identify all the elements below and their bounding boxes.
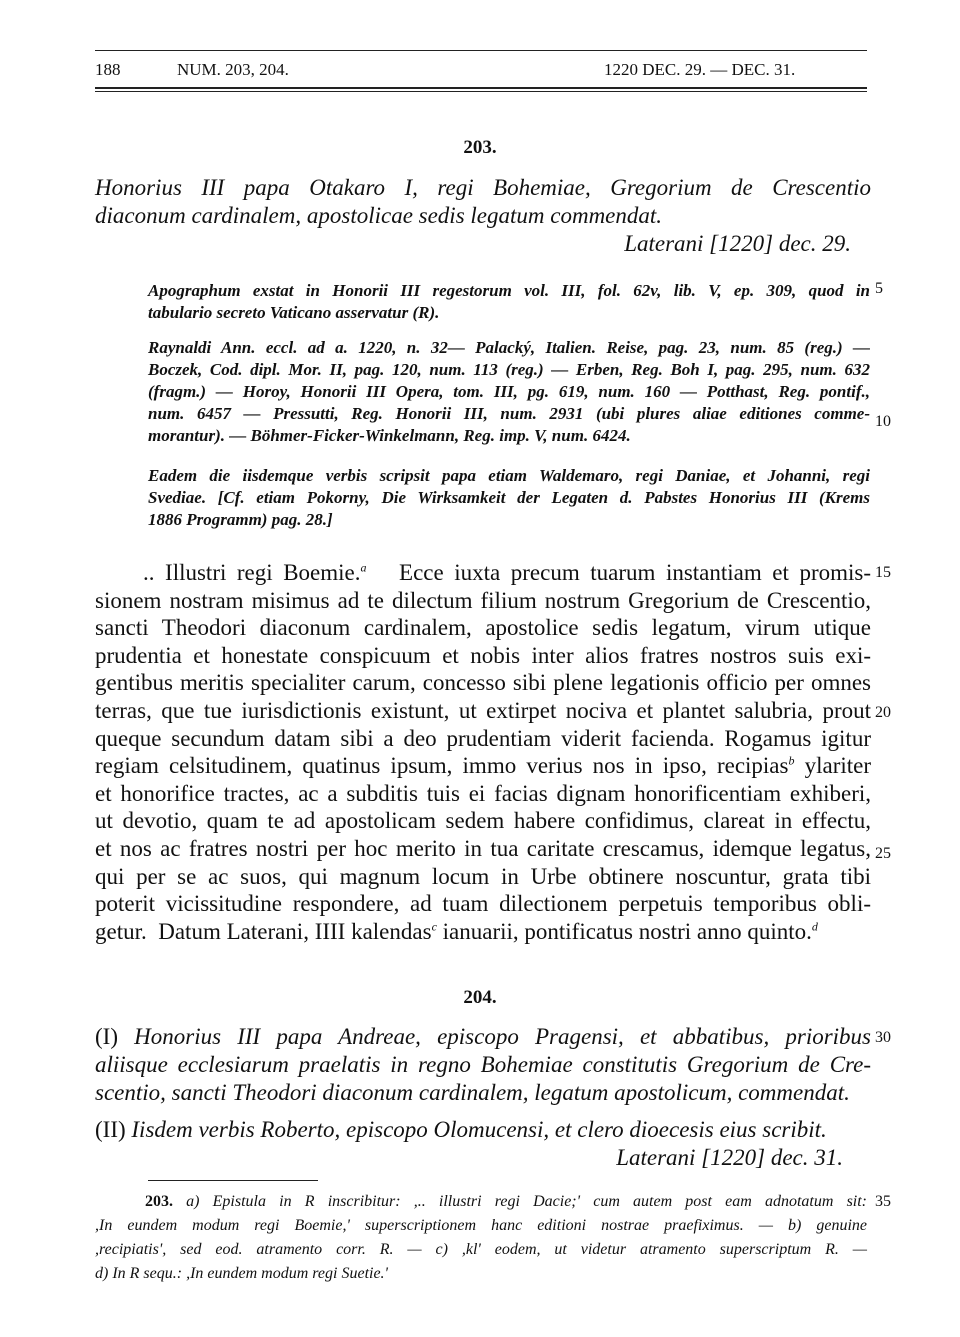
summary-line: diaconum cardinalem, apostolicae sedis legatum commendat.	[95, 203, 663, 228]
apographum-line: Apographum exstat in Honorii III regestorum vol. III, fol. 62v, lib. V, ep. 309, quod in	[148, 281, 870, 300]
header-bottom-rule-thin	[95, 91, 867, 92]
line-number: 15	[875, 564, 891, 581]
document-numbers: NUM. 203, 204.	[177, 60, 289, 79]
summary-line: Honorius III papa Andreae, episcopo Pragensi, et abbatibus, prioribus	[134, 1024, 872, 1049]
text-line: Ecce iuxta precum tuarum instantiam et promis-	[399, 560, 871, 585]
edition-line: num. 6457 — Pressutti, Reg. Honorii III, num. 2931 (ubi plures aliae editiones comme-	[148, 404, 870, 423]
doc-203-number: 203.	[463, 137, 497, 158]
doc-204-summary-ii	[95, 1116, 871, 1172]
line-number: 20	[875, 704, 891, 721]
footnote-ref-c: c	[431, 919, 437, 934]
text-line: prudentia et honestate conspicuum et nobis inter alios fratres nostros suis exi-	[95, 642, 871, 668]
summary-line: Honorius III papa Otakaro I, regi Bohemiae, Gregorium de Crescentio	[95, 175, 871, 200]
part-label: (I)	[95, 1024, 118, 1049]
line-number: 30	[875, 1029, 891, 1046]
text-line: poterit vicissitudine respondere, ad tuam dilectionem perpetuis temporibus obli-	[95, 891, 871, 917]
text-line: sancti Theodori diaconum cardinalem, apostolice sedis legatum, virum utique	[95, 615, 871, 641]
doc-204-summary-i	[95, 1023, 871, 1107]
eadem-line: 1886 Programm) pag. 28.]	[148, 510, 333, 529]
doc-203-editions	[148, 337, 870, 447]
doc-203-place-date: Laterani [1220] dec. 29.	[624, 231, 851, 256]
text-line: ut devotio, quam te ad apostolicam sedem habere confidimus, clareat in effectu,	[95, 808, 871, 834]
footnote-line: d) In R sequ.: ,In eundem modum regi Suetie.'	[95, 1265, 388, 1282]
doc-204-number: 204.	[463, 987, 497, 1008]
eadem-line: Eadem die iisdemque verbis scripsit papa etiam Waldemaro, regi Daniae, et Johanni, regi	[148, 466, 870, 485]
footnote-ref-b: b	[788, 753, 795, 768]
summary-line: Iisdem verbis Roberto, episcopo Olomucensi, et clero dioecesis eius scribit.	[131, 1117, 827, 1142]
footnote-line: a) Epistula in R inscribitur: ,.. illustri regi Dacie;' cum autem post eam adnotatum sit:	[186, 1193, 868, 1210]
text-fragment: ylariter	[794, 753, 871, 779]
text-line: getur. Datum Laterani, IIII kalendas	[95, 918, 432, 944]
footnote-ref-a: a	[360, 560, 367, 575]
header-bottom-rule	[95, 87, 867, 89]
line-number: 25	[875, 845, 891, 862]
salutation: .. Illustri regi Boemie.	[143, 560, 361, 585]
footnotes	[95, 1190, 867, 1286]
footnote-line: ,In eundem modum regi Boemie,' superscriptionem hanc editioni nostrae praefiximus. — b) genuine	[95, 1217, 867, 1234]
text-line: et nos ac fratres nostri per hoc merito in tua caritate crescamus, idemque legatus,	[95, 835, 871, 861]
doc-203-summary	[95, 174, 871, 258]
doc-203-text	[95, 559, 871, 945]
doc-203-eadem-note	[148, 465, 870, 531]
footnote-line: ,recipiatis', sed eod. atramento corr. R. — c) ,kl' eodem, ut videtur atramento superscriptum R. —	[95, 1241, 867, 1258]
header-top-rule	[95, 50, 867, 51]
footnote-head: 203.	[145, 1193, 173, 1210]
footnote-ref-d: d	[811, 919, 818, 934]
footnote-rule	[148, 1180, 318, 1181]
text-line: gentibus meritis specialiter carum, concesso sibi plene legationis officio per omnes	[95, 670, 871, 696]
edition-line: Boczek, Cod. dipl. Mor. II, pag. 120, num. 113 (reg.) — Erben, Reg. Boh I, pag. 295, num. 632	[148, 360, 870, 379]
date-range: 1220 DEC. 29. — DEC. 31.	[604, 60, 796, 79]
summary-line: aliisque ecclesiarum praelatis in regno Bohemiae constitutis Gregorium de Cre-	[95, 1052, 871, 1077]
text-line: sionem nostram misimus ad te dilectum filium nostrum Gregorium de Crescentio,	[95, 587, 871, 613]
line-number: 10	[875, 413, 891, 430]
text-line: regiam celsitudinem, quatinus ipsum, immo verius nos in ipso, recipias	[95, 753, 789, 779]
edition-line: Raynaldi Ann. eccl. ad a. 1220, n. 32— Palacký, Italien. Reise, pag. 23, num. 85 (reg.) —	[148, 338, 870, 357]
edition-line: morantur). — Böhmer-Ficker-Winkelmann, Reg. imp. V, num. 6424.	[148, 426, 631, 445]
text-fragment: ianuarii, pontificatus nostri anno quinto.	[436, 918, 812, 944]
doc-203-apographum	[148, 280, 870, 324]
line-number: 35	[875, 1193, 891, 1210]
text-line: queque secundum datam sibi a deo prudentiam viderit facienda. Rogamus igitur	[95, 725, 871, 751]
eadem-line: Svediae. [Cf. etiam Pokorny, Die Wirksamkeit der Legaten d. Pabstes Honorius III (Krems	[148, 488, 870, 507]
text-line: et honorifice tractes, ac a subditis tuis ei facias dignam honorificentiam exhiberi,	[95, 780, 871, 806]
summary-line: scentio, sancti Theodori diaconum cardinalem, legatum apostolicum, commendat.	[95, 1080, 850, 1105]
text-line: qui per se ac suos, qui magnum locum in Urbe obtinere noscuntur, grata tibi	[95, 863, 871, 889]
text-line: terras, que tue iurisdictionis existunt, ut extirpet nociva et plantet salubria, prout	[95, 697, 871, 723]
page-number: 188	[95, 60, 121, 79]
edition-line: (fragm.) — Horoy, Honorii III Opera, tom. III, pg. 619, num. 160 — Potthast, Reg. pontif.,	[148, 382, 870, 401]
running-header	[95, 60, 867, 84]
doc-204-place-date: Laterani [1220] dec. 31.	[616, 1145, 843, 1170]
line-number: 5	[875, 280, 883, 297]
part-label: (II)	[95, 1117, 126, 1142]
apographum-line: tabulario secreto Vaticano asservatur (R).	[148, 303, 440, 322]
